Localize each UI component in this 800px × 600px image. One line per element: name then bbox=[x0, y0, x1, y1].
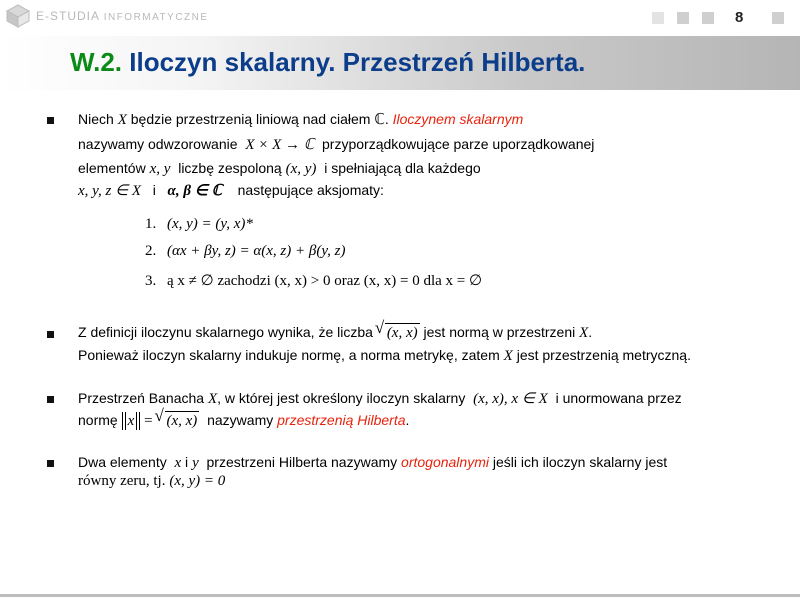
bullet-icon bbox=[47, 117, 54, 124]
sqrt-expression: √ (x, x) bbox=[385, 323, 420, 342]
page-number: 8 bbox=[735, 9, 744, 26]
logo-icon bbox=[6, 4, 30, 28]
norm-expression: x bbox=[122, 412, 141, 430]
p1-line1: Niech X będzie przestrzenią liniową nad ciałem ℂ. Iloczynem skalarnym bbox=[78, 111, 524, 128]
bullet-icon bbox=[47, 331, 54, 338]
logo bbox=[6, 4, 209, 28]
nav-square-icon bbox=[702, 12, 714, 24]
bullet-icon bbox=[47, 396, 54, 403]
bottom-divider bbox=[0, 594, 800, 597]
bullet-icon bbox=[47, 460, 54, 467]
axiom-2: 2. (αx + βy, z) = α(x, z) + β(y, z) bbox=[145, 243, 346, 259]
p1-line4: x, y, z ∈ X i α, β ∈ ℂ następujące aksjomaty: bbox=[78, 182, 384, 199]
logo-text: E-STUDIA INFORMATYCZNE bbox=[36, 9, 209, 23]
axiom-3: 3. ą x ≠ ∅ zachodzi (x, x) > 0 oraz (x, x) = 0 dla x = ∅ bbox=[145, 273, 483, 289]
p3-line1: Przestrzeń Banacha X, w której jest określony iloczyn skalarny (x, x), x ∈ X i unormowana przez bbox=[78, 390, 682, 407]
slide-header bbox=[0, 0, 800, 34]
p2-line2: Ponieważ iloczyn skalarny indukuje normę, a norma metrykę, zatem X jest przestrzenią metryczną. bbox=[78, 347, 691, 364]
p4-line1: Dwa elementy x i y przestrzeni Hilberta nazywamy ortogonalnymi jeśli ich iloczyn skalarny jest bbox=[78, 454, 668, 471]
axiom-1: 1. (x, y) = (y, x)* bbox=[145, 216, 253, 232]
p4-line2: równy zeru, tj. (x, y) = 0 bbox=[78, 473, 226, 489]
nav-square-icon bbox=[677, 12, 689, 24]
p2-line1: Z definicji iloczynu skalarnego wynika, że liczba √ (x, x) jest normą w przestrzeni X. bbox=[78, 323, 592, 342]
p1-line2: nazywamy odwzorowanie X × X → ℂ przyporządkowujące parze uporządkowanej bbox=[78, 136, 595, 153]
nav-square-icon bbox=[652, 12, 664, 24]
p1-line3: elementów x, y liczbę zespoloną (x, y) i spełniającą dla każdego bbox=[78, 160, 481, 177]
nav-squares bbox=[652, 12, 727, 24]
p3-line2: normę x = √ (x, x) nazywamy przestrzenią Hilberta. bbox=[78, 411, 409, 430]
page-title: W.2. Iloczyn skalarny. Przestrzeń Hilberta. bbox=[70, 47, 586, 77]
sqrt-expression: √ (x, x) bbox=[165, 411, 200, 430]
nav-square-icon bbox=[772, 12, 784, 24]
